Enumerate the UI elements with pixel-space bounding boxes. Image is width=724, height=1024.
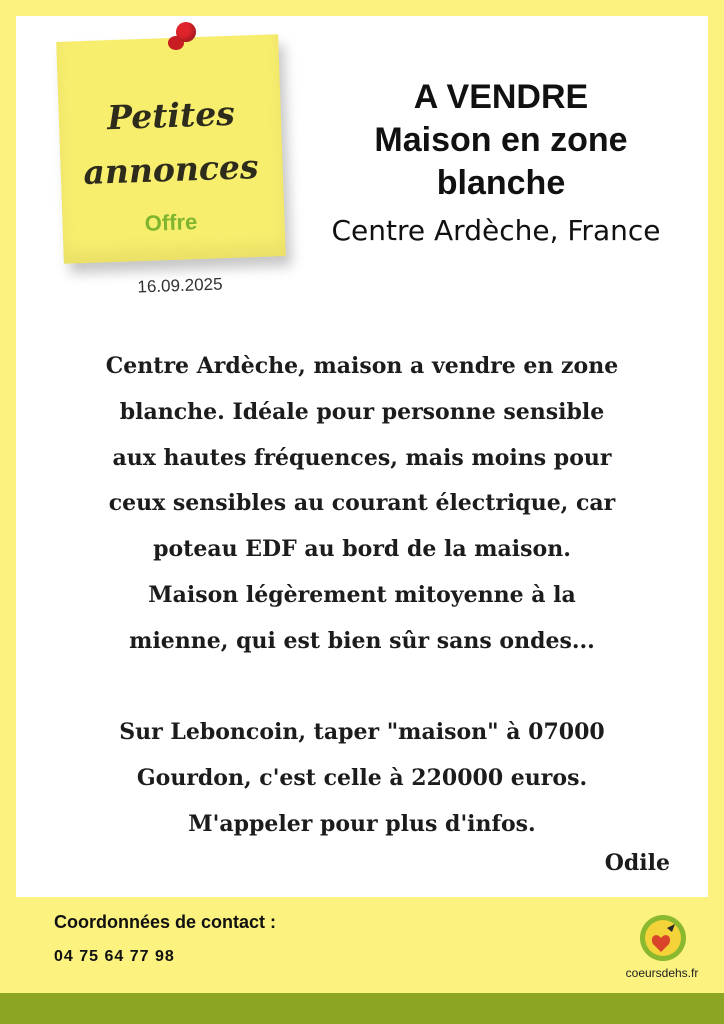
body-line: Centre Ardèche, maison a vendre en zone <box>105 353 619 379</box>
body-line: poteau EDF au bord de la maison. <box>153 536 571 563</box>
coeursdehs-logo-icon <box>639 914 687 962</box>
title-line1: A VENDRE <box>413 78 589 116</box>
note-title-line1: Petites <box>106 93 236 138</box>
body-line: mienne, qui est bien sûr sans ondes... <box>129 627 595 654</box>
announcement-body <box>30 344 694 848</box>
body-line: M'appeler pour plus d'infos. <box>188 810 536 837</box>
page-title <box>320 76 682 205</box>
body-line: aux hautes fréquences, mais moins pour <box>112 444 612 471</box>
title-line2: Maison en zone <box>374 121 628 159</box>
push-pin-icon <box>176 22 196 42</box>
title-line3: blanche <box>436 164 566 202</box>
contact-label: Coordonnées de contact : <box>54 912 277 932</box>
footer-bar <box>0 993 724 1024</box>
category-label: Offre <box>144 209 198 236</box>
body-line: Maison légèrement mitoyenne à la <box>148 581 576 608</box>
body-line: Gourdon, c'est celle à 220000 euros. <box>136 765 588 792</box>
paragraph-gap <box>30 665 694 711</box>
note-title-line2: annonces <box>82 146 260 193</box>
body-line: ceux sensibles au courant électrique, car <box>108 490 616 517</box>
phone-number[interactable]: 04 75 64 77 98 <box>54 948 175 965</box>
website-link[interactable]: coeursdehs.fr <box>625 966 699 980</box>
post-date: 16.09.2025 <box>137 274 223 297</box>
body-line: Sur Leboncoin, taper "maison" à 07000 <box>119 719 605 746</box>
location-subtitle: Centre Ardèche, France <box>331 214 661 247</box>
signature: Odile <box>604 850 670 876</box>
body-line: blanche. Idéale pour personne sensible <box>119 398 605 425</box>
